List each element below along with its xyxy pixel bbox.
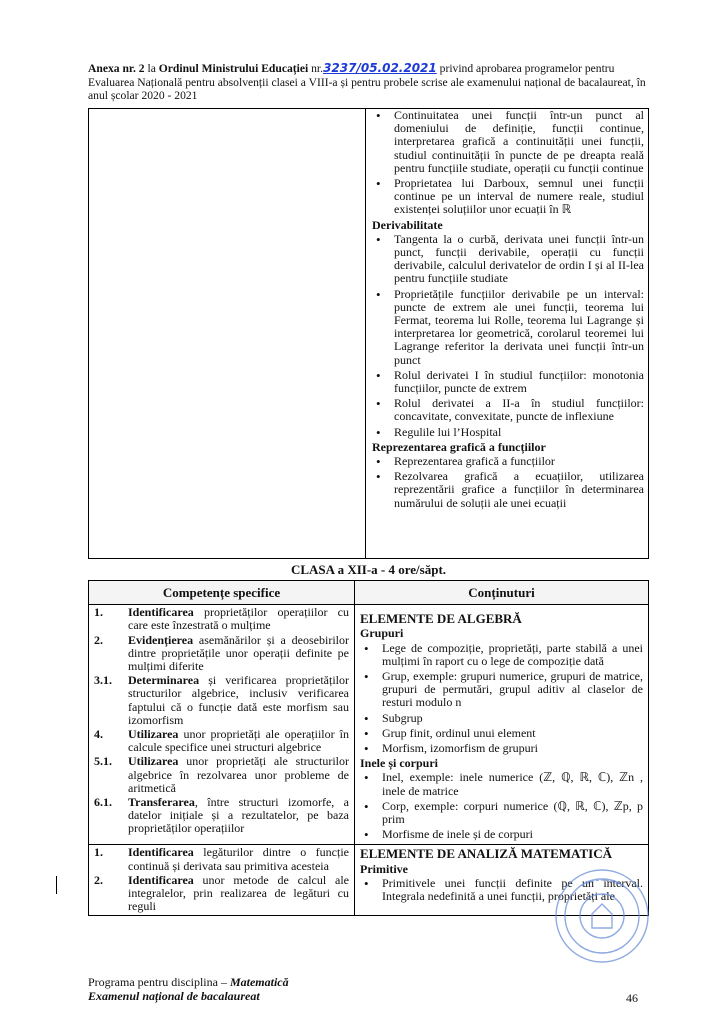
- competence-number: 1.: [94, 605, 103, 620]
- competence-text: unor proprietăți ale operațiilor în calcule specifice unei structuri algebrice: [128, 727, 349, 755]
- header-text: la: [144, 62, 159, 75]
- competences-list-analysis: [94, 846, 349, 913]
- list-item: • Reprezentarea grafică a funcțiilor: [372, 455, 644, 468]
- competences-cell-empty: [89, 109, 366, 559]
- list-item: • Rolul derivatei I în studiul funcțiilor: monotonia funcțiilor, puncte de extrem: [372, 369, 644, 395]
- list-item: • Tangenta la o curbă, derivata unei funcții într-un punct, funcții derivabile, operații cu funcții derivabile, calculul derivatelor de ordin I și al II-lea pentru funcțiile studiate: [372, 233, 644, 286]
- competence-keyword: Identificarea: [128, 605, 194, 620]
- document-footer: [88, 975, 289, 1003]
- section-graph: Reprezentarea grafică a funcțiilor: [372, 439, 546, 454]
- list-item: • Inel, exemple: inele numerice (ℤ, ℚ, ℝ, ℂ), ℤn , inele de matrice: [360, 771, 643, 797]
- official-stamp-seal: [552, 866, 652, 966]
- page-number: 46: [626, 991, 638, 1005]
- competence-keyword: Utilizarea: [128, 727, 179, 742]
- competence-number: 2.: [94, 872, 103, 887]
- competence-item: [94, 874, 349, 914]
- rings-list: [360, 771, 643, 841]
- competence-item: [94, 728, 349, 754]
- competence-item: [94, 634, 349, 674]
- competences-cell: [89, 605, 355, 845]
- competence-item: [94, 755, 349, 795]
- graph-list: [372, 455, 644, 510]
- algebra-title: ELEMENTE DE ALGEBRĂ: [360, 611, 522, 627]
- groups-list: [360, 642, 643, 756]
- header-description: privind aprobarea programelor pentru Evaluarea Națională pentru absolvenții clasei a VIII-a și pentru probele scrise ale examenului național de bacalaureat, în anul școlar 2020 - 2021: [88, 62, 646, 103]
- list-item: • Primitivele unei funcții definite pe un interval. Integrala nedefinită a unei funcții, proprietăți ale: [360, 877, 643, 903]
- competence-item: [94, 846, 349, 872]
- table-continuation: [88, 108, 649, 559]
- list-item: • Corp, exemple: corpuri numerice (ℚ, ℝ, ℂ), ℤp, p prim: [360, 800, 643, 826]
- competence-number: 1.: [94, 845, 103, 860]
- list-item: • Grup finit, ordinul unui element: [360, 727, 643, 740]
- footer-exam: Examenul național de bacalaureat: [88, 989, 260, 1003]
- continuity-list: [372, 109, 644, 217]
- competence-item: [94, 674, 349, 727]
- list-item: • Continuitatea unei funcții într-un punct al domeniului de definiție, funcții continue, interpretarea grafică a continuității unei funcții, studiul continuității în puncte de pe dreapta reală pentru funcțiile studiate, operații cu funcții continue: [372, 109, 644, 175]
- competence-text: și verificarea proprietăților structurilor algebrice, inclusiv verificarea faptului că o funcție dată este morfism sau izomorfism: [128, 673, 349, 727]
- competence-text: , între structuri izomorfe, a datelor inițiale și a rezultatelor, pe baza proprietăților operațiilor: [128, 795, 349, 836]
- analysis-title: ELEMENTE DE ANALIZĂ MATEMATICĂ: [360, 846, 612, 862]
- competence-text: proprietăților operațiilor cu care este înzestrată o mulțime: [128, 605, 349, 633]
- primitives-title: Primitive: [360, 861, 408, 876]
- competence-item: [94, 796, 349, 836]
- competences-cell-analysis: [89, 845, 355, 916]
- contents-cell: [366, 109, 649, 559]
- margin-mark: [56, 876, 57, 894]
- competence-text: legăturilor dintre o funcție continuă și derivata sau primitiva acesteia: [128, 845, 349, 873]
- competence-number: 6.1.: [94, 795, 112, 810]
- header-nr: nr.: [308, 62, 324, 75]
- list-item: • Subgrup: [360, 712, 643, 725]
- list-item: • Rolul derivatei a II-a în studiul funcțiilor: concavitate, convexitate, puncte de inflexiune: [372, 397, 644, 423]
- list-item: • Regulile lui l’Hospital: [372, 426, 644, 439]
- column-header-competences: Competențe specifice: [89, 581, 355, 605]
- competence-item: [94, 606, 349, 632]
- derivability-list: [372, 233, 644, 439]
- list-item: • Proprietățile funcțiilor derivabile pe un interval: puncte de extrem ale unei funcții, teorema lui Fermat, teorema lui Rolle, teorema lui Lagrange și interpretarea lor geometrică, corolarul teoremei lui Lagrange referitor la derivata unei funcții într-un punct: [372, 288, 644, 367]
- column-header-contents: Conținuturi: [355, 581, 649, 605]
- competence-keyword: Evidențierea: [128, 632, 194, 647]
- list-item: • Rezolvarea grafică a ecuațiilor, utilizarea reprezentării grafice a funcțiilor în determinarea numărului de soluții ale unei ecuații: [372, 470, 644, 510]
- list-item: • Grup, exemple: grupuri numerice, grupuri de matrice, grupuri de permutări, grupul aditiv al claselor de resturi modulo n: [360, 670, 643, 710]
- document-header: [88, 62, 648, 103]
- list-item: • Proprietatea lui Darboux, semnul unei funcții continue pe un interval de numere reale, studiul existenței soluțiilor unor ecuații în ℝ: [372, 177, 644, 217]
- competence-number: 2.: [94, 632, 103, 647]
- competence-number: 5.1.: [94, 754, 112, 769]
- competence-keyword: Transferarea: [128, 795, 195, 810]
- competence-keyword: Utilizarea: [128, 754, 179, 769]
- footer-discipline: Matematică: [229, 975, 289, 989]
- class-title: CLASA a XII-a - 4 ore/săpt.: [290, 562, 447, 577]
- rings-title: Inele și corpuri: [360, 756, 438, 771]
- competence-keyword: Determinarea: [128, 673, 200, 688]
- footer-program: Programa pentru disciplina –: [88, 975, 230, 989]
- header-order: Ordinul Ministrului Educației: [158, 62, 309, 75]
- competences-list: [94, 606, 349, 835]
- handwritten-order-number: 3237/05.02.2021: [323, 61, 437, 75]
- list-item: • Morfisme de inele și de corpuri: [360, 828, 643, 841]
- section-derivability: Derivabilitate: [372, 217, 443, 232]
- groups-title: Grupuri: [360, 626, 404, 641]
- competence-text: unor metode de calcul ale integralelor, prin realizarea de legături cu reguli: [128, 872, 349, 914]
- list-item: • Lege de compoziție, proprietăți, parte stabilă a unei mulțimi în raport cu o lege de compoziție dată: [360, 642, 643, 668]
- contents-cell-algebra: [355, 605, 649, 845]
- competence-keyword: Identificarea: [128, 845, 194, 860]
- list-item: • Morfism, izomorfism de grupuri: [360, 742, 643, 755]
- competence-number: 4.: [94, 727, 103, 742]
- competence-text: unor proprietăți ale structurilor algebrice în rezolvarea unor probleme de aritmetică: [128, 754, 349, 795]
- competence-number: 3.1.: [94, 673, 112, 688]
- competence-text: asemănărilor și a deosebirilor dintre proprietățile unor operații definite pe mulțimi diferite: [128, 632, 349, 674]
- competence-keyword: Identificarea: [128, 872, 194, 887]
- header-annex: Anexa nr. 2: [88, 62, 145, 75]
